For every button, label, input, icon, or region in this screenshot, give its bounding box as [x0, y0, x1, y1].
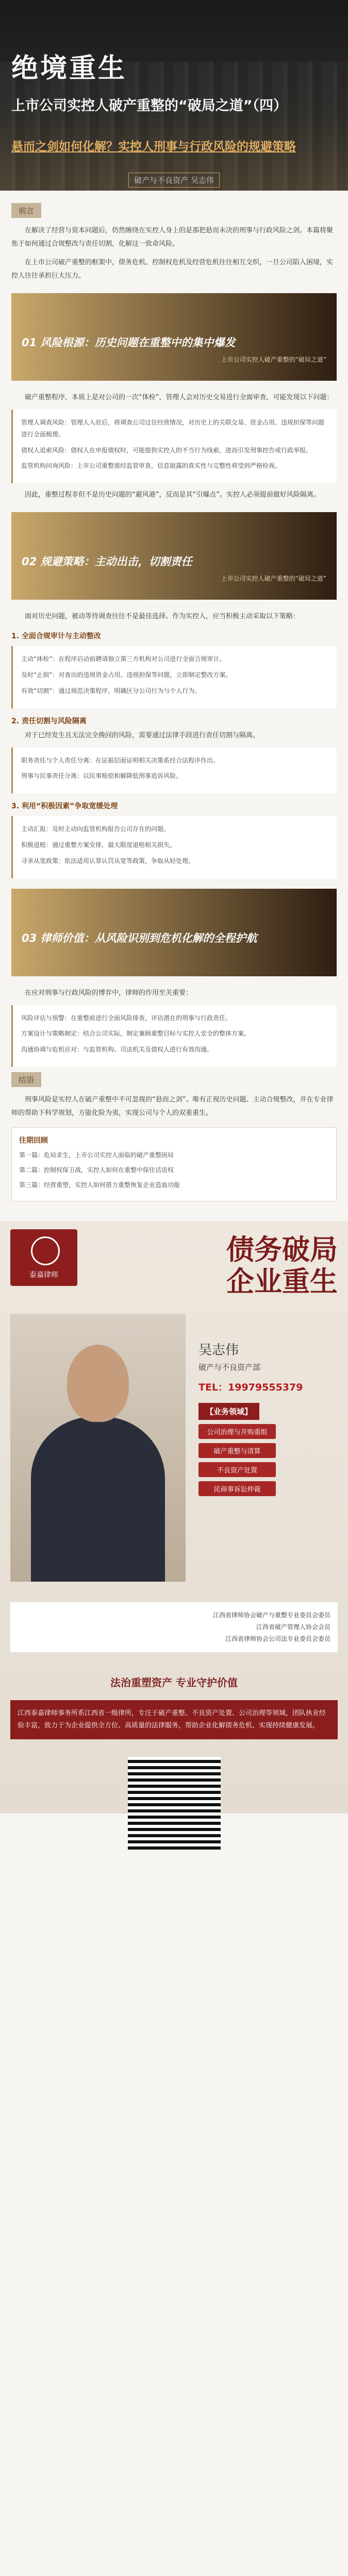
related-articles	[11, 1127, 337, 1201]
list-item: 监管机构问询风险：上市公司重整需经监管审查，信息披露的真实性与完整性将受到严格检视。	[21, 462, 281, 470]
conclusion-label: 结语	[11, 1072, 41, 1087]
firm-intro: 江西泰嘉律师事务所系江西省一级律所，专注于破产重整、不良资产处置、公司治理等领域，团队执业经验丰富，致力于为企业提供全方位、高质量的法律服务，帮助企业化解债务危机、实现持续健康发展。	[10, 1700, 338, 1739]
ad-slogan: 债务破局 企业重生	[226, 1233, 338, 1298]
lawyer-department: 破产与不良资产部	[198, 1363, 261, 1372]
lawyer-name: 吴志伟	[198, 1343, 239, 1359]
intro-label: 前言	[11, 203, 41, 218]
list-item: 主动“体检”：在程序启动前聘请独立第三方机构对公司进行全面合规审计。	[21, 655, 226, 663]
hero-subtitle: 上市公司实控人破产重整的“破局之道”（四）	[11, 98, 287, 114]
s1-paragraph: 因此，重整过程非但不是历史问题的“避风港”，反而是其“引爆点”。实控人必须提前做好风险隔离。	[25, 491, 320, 499]
intro-paragraph: 在解决了经营与资本问题后，仍然缠绕在实控人身上的是那把悬而未决的刑事与行政风险之剑。本篇将聚焦于如何通过合规整改与责任切割，化解这一致命风险。	[11, 227, 334, 248]
s2-list	[11, 646, 337, 708]
s2-list	[11, 748, 337, 794]
s1-list	[11, 410, 337, 483]
ad-tagline: 法治重塑资产 专业守护价值	[110, 1676, 238, 1689]
lawyer-phone[interactable]: TEL：19979555379	[198, 1382, 303, 1394]
lawyer-advertisement	[0, 1221, 348, 1814]
s2-paragraph: 面对历史问题，被动等待调查往往不是最佳选择。作为实控人，应当积极主动采取以下策略：	[25, 613, 300, 621]
hero-header	[0, 0, 348, 191]
related-label: 往期回顾	[19, 1136, 48, 1145]
intro-paragraph: 在上市公司破产重整的框架中，债务危机、控制权危机及经营危机往往相互交织，一旦公司陷入困境，实控人往往承担巨大压力。	[11, 259, 334, 280]
list-item: 有效“切割”：通过规范决策程序，明确区分公司行为与个人行为。	[21, 687, 201, 694]
list-item: 职务责任与个人责任分离：在证据层面证明相关决策系经合法程序作出。	[21, 756, 220, 764]
list-item: 主动汇报：及时主动向监管机构报告公司存在的问题。	[21, 825, 170, 833]
s2-list	[11, 816, 337, 878]
firm-logo: 泰嘉律师	[10, 1229, 77, 1286]
s2-heading: 3. 利用“积极因素”争取宽缓处理	[11, 802, 118, 811]
s2-heading: 2. 责任切割与风险隔离	[11, 717, 87, 725]
list-item: 管理人调查风险：管理人入驻后，将调查公司过往经营情况，对历史上的关联交易、资金占用、违规担保等问题进行全面梳理。	[21, 419, 325, 438]
lawyer-info	[198, 1340, 338, 1500]
list-item: 及时“止损”：对查出的违规资金占用、违规担保等问题，立即制定整改方案。	[21, 671, 232, 679]
s2-paragraph: 对于已经发生且无法完全挽回的风险，需要通过法律手段进行责任切割与隔离。	[25, 731, 260, 739]
s3-list	[11, 1005, 337, 1067]
related-link[interactable]: 第一篇：危局求生，上市公司实控人面临的破产重整困局	[19, 1151, 174, 1159]
s3-paragraph: 在应对刑事与行政风险的博弈中，律师的作用至关重要：	[25, 989, 193, 997]
hero-title: 绝境重生	[11, 53, 127, 84]
conclusion-paragraph: 刑事风险是实控人在破产重整中不可忽视的“悬而之剑”。唯有正视历史问题、主动合规整改，并在专业律师的帮助下科学规划，方能化险为夷，实现公司与个人的双重重生。	[11, 1095, 334, 1117]
list-item: 积极退赔：通过重整方案安排，最大限度退赔相关损失。	[21, 841, 176, 849]
section-banner-03: 03 律师价值：从风险识别到危机化解的全程护航	[11, 889, 337, 976]
lawyer-roles: 江西省律师协会破产与重整专业委员会委员 江西省破产管理人协会会员 江西省律师协会公司法专业委员会委员	[10, 1602, 338, 1652]
business-pill: 民商事诉讼仲裁	[198, 1481, 276, 1496]
business-pill: 不良资产处置	[198, 1462, 276, 1477]
section-banner-01: 01 风险根源：历史问题在重整中的集中爆发 上市公司实控人破产重整的“破局之道”	[11, 293, 337, 381]
related-link[interactable]: 第二篇：控制权保卫战，实控人如何在重整中保住话语权	[19, 1166, 174, 1174]
hero-tag: 破产与不良资产 吴志伟	[11, 173, 337, 188]
business-pill: 公司治理与并购重组	[198, 1424, 276, 1439]
lawyer-photo	[10, 1314, 186, 1582]
list-item: 风险评估与预警：在重整前进行全面风险排查，评估潜在的刑事与行政责任。	[21, 1014, 232, 1022]
business-pill: 破产重整与清算	[198, 1443, 276, 1458]
related-link[interactable]: 第三篇：经营重塑，实控人如何借力重整恢复企业造血功能	[19, 1181, 180, 1189]
s2-heading: 1. 全面合规审计与主动整改	[11, 632, 101, 641]
section-banner-02: 02 规避策略：主动出击，切割责任 上市公司实控人破产重整的“破局之道”	[11, 512, 337, 600]
list-item: 方案设计与策略制定：结合公司实际，制定兼顾重整目标与实控人安全的整体方案。	[21, 1030, 251, 1038]
business-field-label: 【业务领域】	[198, 1403, 259, 1420]
list-item: 沟通协调与危机应对：与监管机构、司法机关及债权人进行有效沟通。	[21, 1046, 213, 1054]
list-item: 寻求从宽政策：依法适用认罪认罚从宽等政策，争取从轻处理。	[21, 857, 195, 865]
hero-question: 悬而之剑如何化解？实控人刑事与行政风险的规避策略	[11, 140, 296, 154]
qr-code-icon[interactable]	[128, 1757, 221, 1850]
intro-section	[0, 191, 348, 1221]
s1-paragraph: 破产重整程序，本质上是对公司的一次“体检”，管理人会对历史交易进行全面审查，可能发现以下问题：	[25, 394, 334, 401]
list-item: 债权人追索风险：债权人在申报债权时，可能提供实控人的不当行为线索，进而引发刑事控告或行政举报。	[21, 446, 312, 454]
list-item: 刑事与民事责任分离：以民事赔偿和解降低刑事追诉风险。	[21, 772, 183, 780]
